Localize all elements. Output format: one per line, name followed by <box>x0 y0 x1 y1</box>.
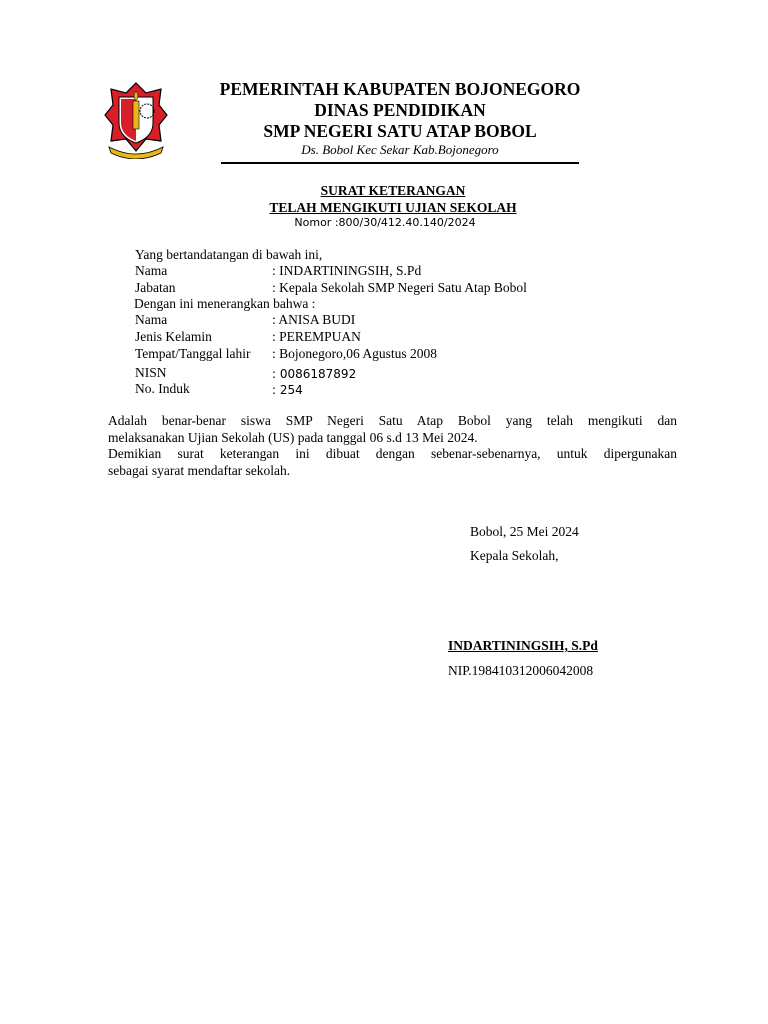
paragraph-closing-line2: sebagai syarat mendaftar sekolah. <box>108 462 291 478</box>
student-name-value: : ANISA BUDI <box>272 312 356 327</box>
student-induk-label: No. Induk <box>135 381 190 396</box>
signer-position-value: : Kepala Sekolah SMP Negeri Satu Atap Bobol <box>272 280 527 295</box>
student-induk-value: : 254 <box>272 383 303 397</box>
header-school: SMP NEGERI SATU ATAP BOBOL <box>263 121 537 141</box>
signer-position-label: Jabatan <box>135 280 176 295</box>
statement-text: Dengan ini menerangkan bahwa : <box>134 296 316 311</box>
paragraph-statement <box>108 413 677 479</box>
regency-emblem-icon <box>103 81 169 159</box>
student-gender-value: : PEREMPUAN <box>272 329 361 344</box>
paragraph-statement-line1: Adalah benar-benar siswa SMP Negeri Satu Atap Bobol yang telah mengikuti dan <box>108 413 677 428</box>
letter-number: Nomor :800/30/412.40.140/2024 <box>294 216 476 229</box>
signature-name: INDARTININGSIH, S.Pd <box>448 638 598 653</box>
signature-position: Kepala Sekolah, <box>470 548 559 563</box>
header-agency: DINAS PENDIDIKAN <box>314 100 486 120</box>
letter-subtitle: TELAH MENGIKUTI UJIAN SEKOLAH <box>269 200 517 215</box>
letter-title: SURAT KETERANGAN <box>320 183 466 198</box>
student-nisn-label: NISN <box>135 365 167 380</box>
header-address: Ds. Bobol Kec Sekar Kab.Bojonegoro <box>301 142 499 157</box>
signature-place-date: Bobol, 25 Mei 2024 <box>470 524 579 539</box>
intro-text: Yang bertandatangan di bawah ini, <box>135 247 323 262</box>
student-name-label: Nama <box>135 312 168 327</box>
paragraph-closing-line1: Demikian surat keterangan ini dibuat dengan sebenar-sebenarnya, untuk dipergunakan <box>108 446 677 461</box>
student-nisn-value: : 0086187892 <box>272 367 357 381</box>
student-gender-label: Jenis Kelamin <box>135 329 212 344</box>
header-divider <box>221 162 579 164</box>
student-birth-label: Tempat/Tanggal lahir <box>135 346 251 361</box>
signer-name-value: : INDARTININGSIH, S.Pd <box>272 263 422 278</box>
signer-name-label: Nama <box>135 263 168 278</box>
student-birth-value: : Bojonegoro,06 Agustus 2008 <box>272 346 438 361</box>
paragraph-statement-line2: melaksanakan Ujian Sekolah (US) pada tanggal 06 s.d 13 Mei 2024. <box>108 429 478 445</box>
header-government: PEMERINTAH KABUPATEN BOJONEGORO <box>219 79 581 99</box>
signature-nip: NIP.198410312006042008 <box>448 663 594 678</box>
